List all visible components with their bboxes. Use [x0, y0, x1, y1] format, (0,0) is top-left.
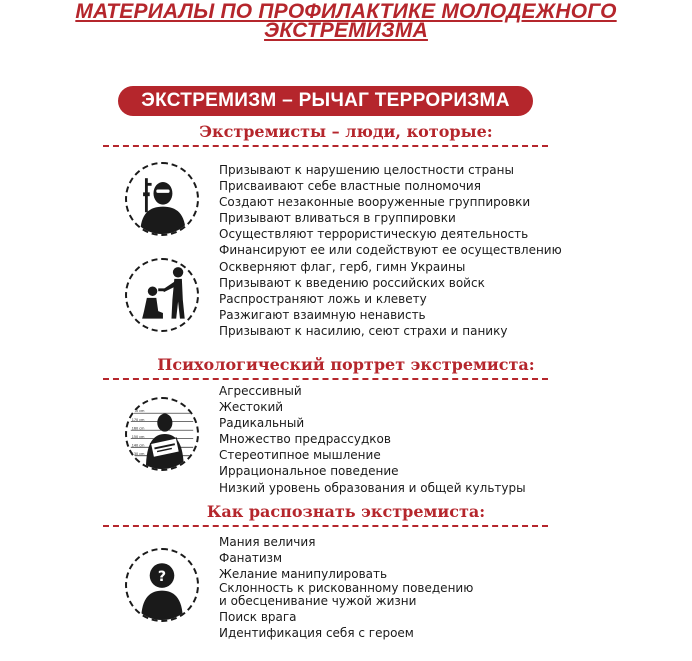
list-item: Создают незаконные вооруженные группировки	[219, 195, 531, 210]
extremists-list	[219, 162, 562, 339]
page-title	[0, 2, 692, 40]
section-divider	[103, 525, 548, 527]
height-mark-label: 160 cm	[131, 426, 145, 431]
list-item: Радикальный	[219, 416, 305, 431]
list-item: Иррациональное поведение	[219, 464, 399, 479]
list-item: Фанатизм	[219, 551, 283, 566]
height-mark-label: 150 cm	[131, 434, 145, 439]
portrait-list	[219, 383, 526, 496]
list-item: Мания величия	[219, 535, 316, 549]
unknown-person-icon	[125, 548, 199, 622]
armed-masked-man-icon	[125, 162, 199, 236]
list-item: Призывают к нарушению целостности страны	[219, 163, 514, 177]
list-item: Желание манипулировать	[219, 567, 388, 582]
kneeling-captive-icon	[125, 258, 199, 332]
list-item: Распространяют ложь и клевету	[219, 291, 427, 306]
list-item: Разжигают взаимную ненависть	[219, 307, 426, 322]
poster-banner: ЭКСТРЕМИЗМ – РЫЧАГ ТЕРРОРИЗМА	[118, 86, 533, 116]
list-item: Осуществляют террористическую деятельность	[219, 227, 529, 242]
section-divider	[103, 378, 548, 380]
question-mark-label: ?	[157, 569, 167, 586]
list-item: Финансируют ее или содействуют ее осуществлению	[219, 243, 562, 258]
height-mark-label: 170 cm	[131, 417, 145, 422]
section-title-extremists: Экстремисты – люди, которые:	[199, 122, 493, 141]
mugshot-icon	[125, 397, 199, 471]
list-item: Идентификация себя с героем	[219, 626, 414, 641]
section-title-recognize: Как распознать экстремиста:	[206, 502, 486, 521]
list-item: Агрессивный	[219, 384, 302, 398]
list-item: Призывают вливаться в группировки	[219, 211, 456, 226]
list-item: Присваивают себе властные полномочия	[219, 179, 481, 194]
list-item: Стереотипное мышление	[219, 448, 381, 463]
height-mark-label: 140 cm	[131, 443, 145, 448]
list-item: Призывают к насилию, сеют страхи и панику	[219, 323, 508, 338]
list-item: Призывают к введению российских войск	[219, 275, 485, 290]
height-mark-label: 180 cm	[131, 409, 145, 414]
height-mark-label: 130 cm	[131, 451, 145, 456]
list-item: Поиск врага	[219, 610, 297, 625]
list-item: Низкий уровень образования и общей культуры	[219, 480, 526, 495]
recognize-list	[219, 534, 479, 641]
list-item: Склонность к рискованному поведению и обесценивание чужой жизни	[219, 581, 474, 608]
section-title-portrait: Психологический портрет экстремиста:	[157, 355, 535, 374]
list-item: Оскверняют флаг, герб, гимн Украины	[219, 259, 466, 274]
page-title-line-1: МАТЕРИАЛЫ ПО ПРОФИЛАКТИКЕ МОЛОДЕЖНОГО	[75, 0, 617, 23]
list-item: Жестокий	[219, 400, 284, 415]
page-title-line-2: ЭКСТРЕМИЗМА	[264, 19, 428, 42]
list-item: Множество предрассудков	[219, 432, 391, 447]
section-divider	[103, 145, 548, 147]
